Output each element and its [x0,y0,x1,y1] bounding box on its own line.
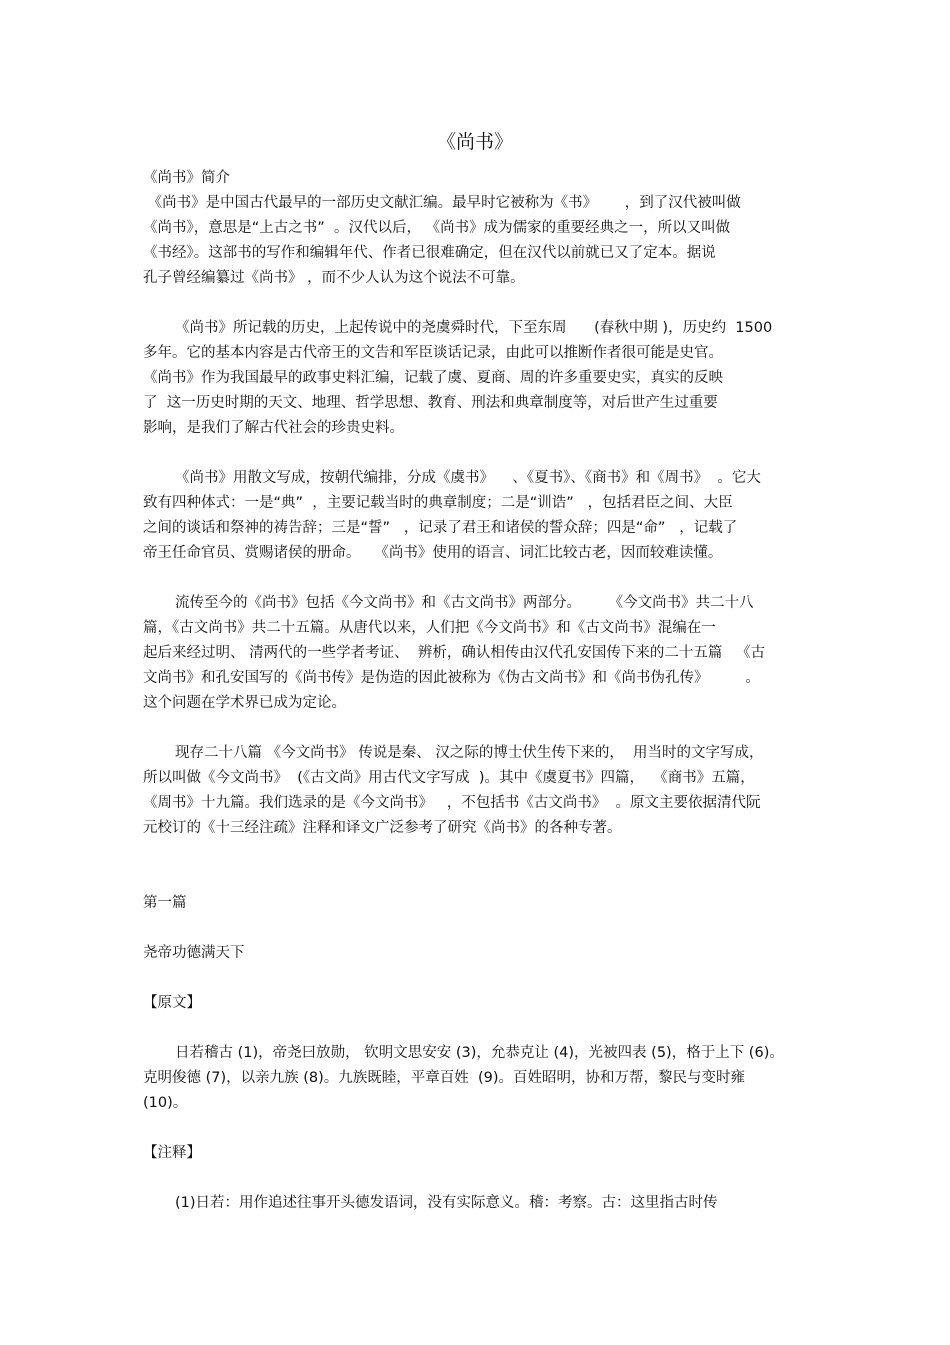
p5-line: 现存二十八篇 《今文尚书》 传说是秦、 汉之际的博士伏生传下来的， 用当时的文字写成， [175,745,764,761]
p2-line: 影响，是我们了解古代社会的珍贵史料。 [143,420,404,436]
original-line: (10)。 [143,1095,188,1111]
p1-line: 孔子曾经编纂过《尚书》 ，而不少人认为这个说法不可靠。 [143,270,525,286]
p4-line: 篇，《古文尚书》共二十五篇。从唐代以来，人们把《今文尚书》和《古文尚书》混编在一 [143,620,716,636]
intro-heading: 《尚书》简介 [143,170,230,186]
chapter-title: 尧帝功德满天下 [143,945,245,961]
p2-line: 了 这一历史时期的天文、地理、哲学思想、教育、刑法和典章制度等，对后世产生过重要 [143,395,718,411]
p1-line: 《尚书》，意思是“上古之书” 。汉代以后， 《尚书》成为儒家的重要经典之一，所以又叫做 [143,220,731,236]
p5-line: 所以叫做《今文尚书》 (《古文尚》用古代文字写成 )。其中《虞夏书》四篇， 《商书》五篇， [143,770,755,786]
p4-line: 文尚书》和孔安国写的《尚书传》是伪造的因此被称为《伪古文尚书》和《尚书伪孔传》 。 [143,670,760,686]
note-line: (1)日若：用作追述往事开头德发语词，没有实际意义。稽：考察。古：这里指古时传 [175,1195,718,1211]
original-line: 克明俊德 (7)，以亲九族 (8)。九族既睦，平章百姓 (9)。百姓昭明，协和万帮，黎民与变时雍 [143,1070,746,1086]
original-heading: 【原文】 [143,995,201,1011]
p4-line: 流传至今的《尚书》包括《今文尚书》和《古文尚书》两部分。 《今文尚书》共二十八 [175,595,754,611]
p2-line: 《尚书》作为我国最早的政事史料汇编，记载了虞、夏商、周的许多重要史实，真实的反映 [143,370,723,386]
chapter-label: 第一篇 [143,895,187,911]
p2-line: 多年。它的基本内容是古代帝王的文告和军臣谈话记录，由此可以推断作者很可能是史官。 [143,345,723,361]
p3-line: 致有四种体式：一是“典” ，主要记载当时的典章制度；二是“训诰” ，包括君臣之间、大臣 [143,495,733,511]
p5-line: 《周书》十九篇。我们选录的是《今文尚书》 ，不包括书《古文尚书》 。原文主要依据清代阮 [143,795,761,811]
p4-line: 这个问题在学术界已成为定论。 [143,695,346,711]
p1-line: 《尚书》是中国古代最早的一部历史文献汇编。最早时它被称为《书》 ，到了汉代被叫做 [143,195,741,211]
p3-line: 《尚书》用散文写成，按朝代编排，分成《虞书》 、《夏书》、《商书》和《周书》 。它大 [175,470,761,486]
p3-line: 之间的谈话和祭神的祷告辞；三是“誓” ，记录了君王和诸侯的誓众辞；四是“命” ，记载了 [143,520,738,536]
document-title: 《尚书》 [436,131,513,153]
p5-line: 元校订的《十三经注疏》注释和译文广泛参考了研究《尚书》的各种专著。 [143,820,622,836]
original-line: 日若稽古 (1)，帝尧曰放勋， 钦明文思安安 (3)，允恭克让 (4)，光被四表 (5)，格于上下 (6)。 [175,1045,784,1061]
notes-heading: 【注释】 [143,1145,201,1161]
p4-line: 起后来经过明、 清两代的一些学者考证、 辨析，确认相传由汉代孔安国传下来的二十五篇 《古 [143,645,766,661]
p2-line: 《尚书》所记载的历史，上起传说中的尧虞舜时代，下至东周 (春秋中期 )，历史约 1500 [175,320,773,336]
p1-line: 《书经》。这部书的写作和编辑年代、作者已很难确定，但在汉代以前就已又了定本。据说 [143,245,716,261]
p3-line: 帝王任命官员、赏赐诸侯的册命。 《尚书》使用的语言、词汇比较古老，因而较难读懂。 [143,545,723,561]
